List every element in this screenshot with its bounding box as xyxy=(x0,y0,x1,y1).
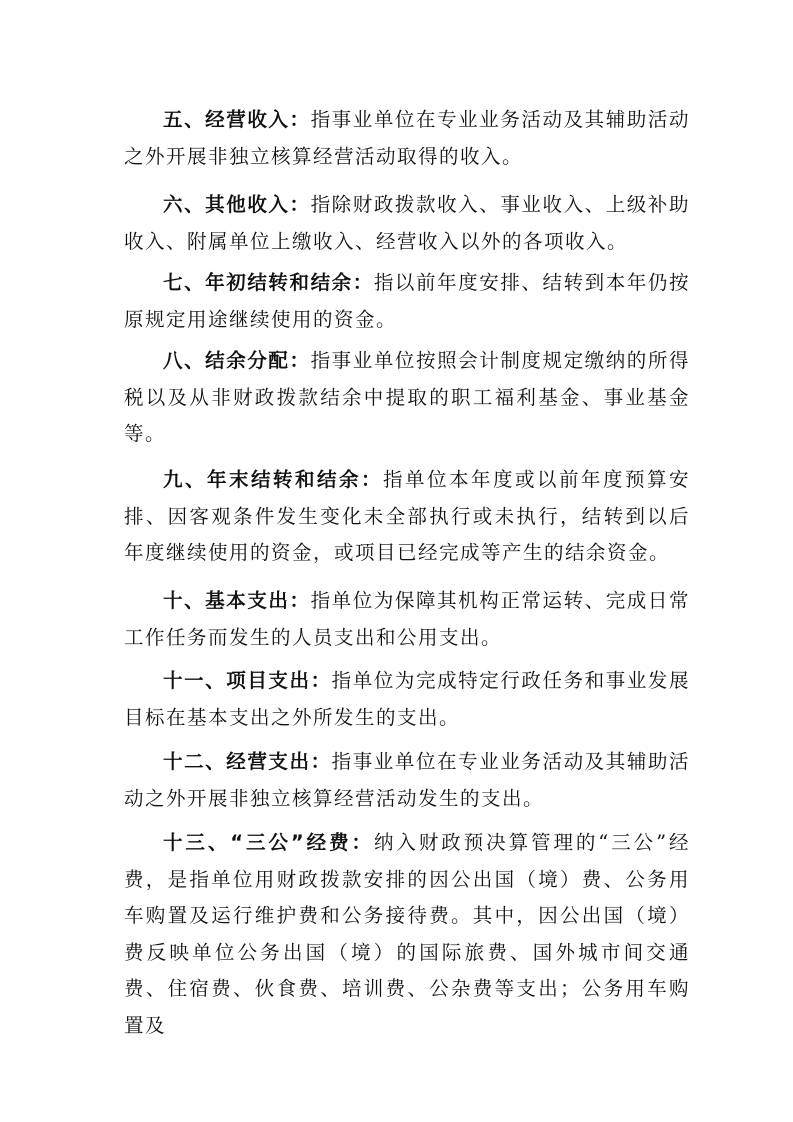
definition-paragraph xyxy=(124,744,690,817)
definition-text: 指单位为保障其机构正常运转、完成日常工作任务而发生的人员支出和公用支出。 xyxy=(124,589,690,649)
definition-paragraph xyxy=(124,825,690,1044)
definition-term: 九、年末结转和结余： xyxy=(163,468,383,491)
definition-text: 指事业单位在专业业务活动及其辅助活动之外开展非独立核算经营活动发生的支出。 xyxy=(124,750,690,810)
definition-paragraph xyxy=(124,663,690,736)
definition-term: 五、经营收入： xyxy=(163,108,311,131)
definition-term: 十一、项目支出： xyxy=(163,669,332,692)
definition-paragraph xyxy=(124,187,690,260)
definition-paragraph xyxy=(124,343,690,453)
definition-paragraph xyxy=(124,583,690,656)
definition-paragraph xyxy=(124,102,690,175)
definition-text: 纳入财政预决算管理的“三公”经费，是指单位用财政拨款安排的因公出国（境）费、公务用车购置及运行维护费和公务接待费。其中，因公出国（境）费反映单位公务出国（境）的国际旅费、国外城市间交通费、住宿费、伙食费、培训费、公杂费等支出；公务用车购置及 xyxy=(124,831,690,1037)
definition-term: 十二、经营支出： xyxy=(163,750,332,773)
definition-term: 十三、“三公”经费： xyxy=(163,831,374,854)
definition-term: 七、年初结转和结余： xyxy=(163,271,374,294)
definition-text: 指事业单位按照会计制度规定缴纳的所得税以及从非财政拨款结余中提取的职工福利基金、事业基金等。 xyxy=(124,349,690,445)
definition-term: 八、结余分配： xyxy=(163,349,311,372)
definition-text: 指除财政拨款收入、事业收入、上级补助收入、附属单位上缴收入、经营收入以外的各项收入。 xyxy=(124,193,690,253)
definition-text: 指事业单位在专业业务活动及其辅助活动之外开展非独立核算经营活动取得的收入。 xyxy=(124,108,690,168)
definition-term: 十、基本支出： xyxy=(163,589,311,612)
definition-term: 六、其他收入： xyxy=(163,193,311,216)
definition-text: 指单位为完成特定行政任务和事业发展目标在基本支出之外所发生的支出。 xyxy=(124,669,690,729)
definition-paragraph xyxy=(124,265,690,338)
definition-text: 指单位本年度或以前年度预算安排、因客观条件发生变化未全部执行或未执行，结转到以后年度继续使用的资金，或项目已经完成等产生的结余资金。 xyxy=(124,468,690,564)
definition-text: 指以前年度安排、结转到本年仍按原规定用途继续使用的资金。 xyxy=(124,271,690,331)
definition-paragraph xyxy=(124,462,690,572)
